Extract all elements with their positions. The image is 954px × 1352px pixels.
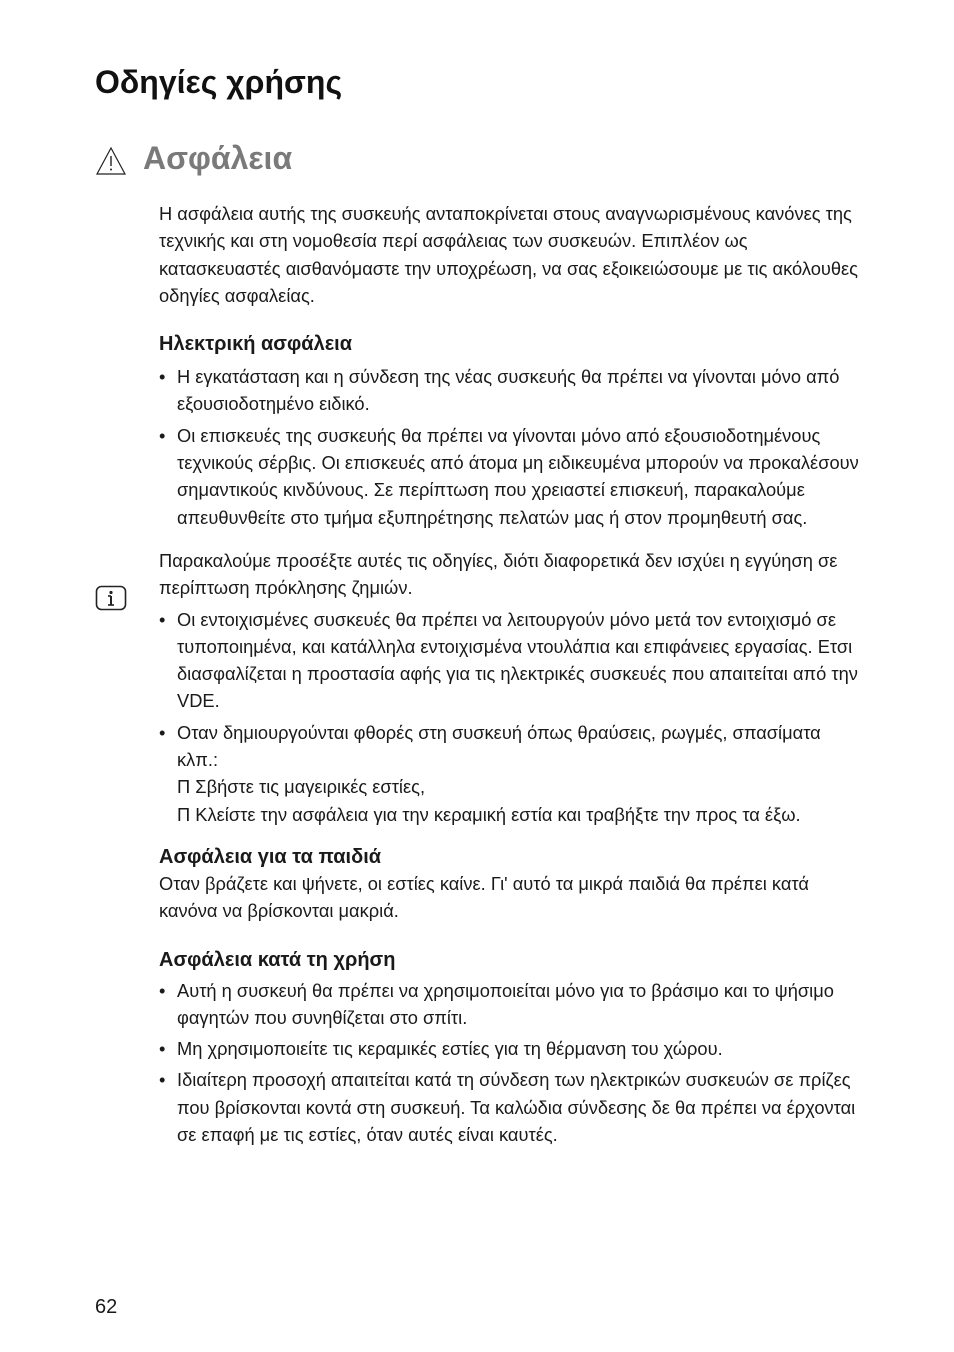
built-in-safety-list — [159, 606, 859, 828]
list-item — [159, 363, 859, 418]
list-item — [159, 422, 859, 531]
list-item — [159, 719, 859, 828]
list-item-text: Οταν δημιουργούνται φθορές στη συσκευή όπως θραύσεις, ρωγμές, σπασίματα κλπ.: — [177, 721, 821, 771]
warning-triangle-icon — [95, 146, 127, 176]
child-safety-text: Οταν βράζετε και ψήνετε, οι εστίες καίνε. Γι' αυτό τα μικρά παιδιά θα πρέπει κατά κανόνα να βρίσκονται μακριά. — [159, 872, 809, 922]
usage-safety-list — [159, 977, 859, 1149]
list-item-text: Οι εντοιχισμένες συσκευές θα πρέπει να λειτουργούν μόνο μετά τον εντοιχισμό σε τυποποιημένα, και κατάλληλα εντοιχισμένα ντουλάπια και επιφάνειες εργασίας. Ετσι διασφαλίζεται η προστασία αφής για τις ηλεκτρικές συσκευές που απαιτείται από την VDE. — [177, 608, 858, 712]
bullet-icon: • — [159, 1038, 166, 1060]
bullet-icon: • — [159, 424, 166, 446]
damage-step: Π Κλείστε την ασφάλεια για την κεραμική εστία και τραβήξτε την προς τα έξω. — [177, 803, 801, 825]
list-item — [159, 977, 859, 1032]
page-title: Οδηγίες χρήσης — [95, 64, 343, 100]
bullet-icon: • — [159, 979, 166, 1001]
list-item-text: Οι επισκευές της συσκευής θα πρέπει να γίνονται μόνο από εξουσιοδοτημένους τεχνικούς σέρβις. Οι επισκευές από άτομα μη ειδικευμένα μπορούν να προκαλέσουν σημαντικούς κινδύνους. Σε περίπτωση που χρειαστεί επισκευή, παρακαλούμε απευθυνθείτε στο τμήμα εξυπηρέτησης πελατών μας ή στον προμηθευτή σας. — [177, 424, 859, 528]
usage-safety-heading: Ασφάλεια κατά τη χρήση — [159, 948, 396, 971]
damage-step: Π Σβήστε τις μαγειρικές εστίες, — [177, 776, 426, 798]
info-icon — [95, 585, 127, 611]
bullet-icon: • — [159, 1069, 166, 1091]
child-safety-heading: Ασφάλεια για τα παιδιά — [159, 845, 382, 868]
bullet-icon: • — [159, 608, 166, 630]
list-item — [159, 606, 859, 715]
safety-intro: Η ασφάλεια αυτής της συσκευής ανταποκρίνεται στους αναγνωρισμένους κανόνες της τεχνικής και στη νομοθεσία περί ασφάλειας των συσκευών. Επιπλέον ως κατασκευαστές αισθανόμαστε την υποχρέωση, να σας εξοικειώσουμε με τις ακόλουθες οδηγίες ασφαλείας. — [159, 203, 858, 306]
safety-content — [159, 200, 859, 1152]
page-number: 62 — [95, 1296, 118, 1318]
list-item — [159, 1066, 859, 1148]
list-item-text: Ιδιαίτερη προσοχή απαιτείται κατά τη σύνδεση των ηλεκτρικών συσκευών σε πρίζες που βρίσκονται κοντά στη συσκευή. Τα καλώδια σύνδεσης δε θα πρέπει να έρχονται σε επαφή με τις εστίες, όταν αυτές είναι καυτές. — [177, 1069, 856, 1146]
bullet-icon: • — [159, 366, 166, 388]
section-title: Ασφάλεια — [143, 140, 293, 176]
list-item-text: Μη χρησιμοποιείτε τις κεραμικές εστίες για τη θέρμανση του χώρου. — [177, 1038, 723, 1060]
bullet-icon: • — [159, 721, 166, 743]
electrical-safety-list — [159, 363, 859, 531]
list-item-text: Η εγκατάσταση και η σύνδεση της νέας συσκευής θα πρέπει να γίνονται μόνο από εξουσιοδοτημένο ειδικό. — [177, 366, 840, 415]
electrical-safety-heading: Ηλεκτρική ασφάλεια — [159, 333, 353, 356]
warranty-note: Παρακαλούμε προσέξτε αυτές τις οδηγίες, διότι διαφορετικά δεν ισχύει η εγγύηση σε περίπτωση πρόκλησης ζημιών. — [159, 549, 838, 599]
list-item — [159, 1035, 859, 1062]
list-item-text: Αυτή η συσκευή θα πρέπει να χρησιμοποιείται μόνο για το βράσιμο και το ψήσιμο φαγητών που συνηθίζεται στο σπίτι. — [177, 979, 834, 1028]
